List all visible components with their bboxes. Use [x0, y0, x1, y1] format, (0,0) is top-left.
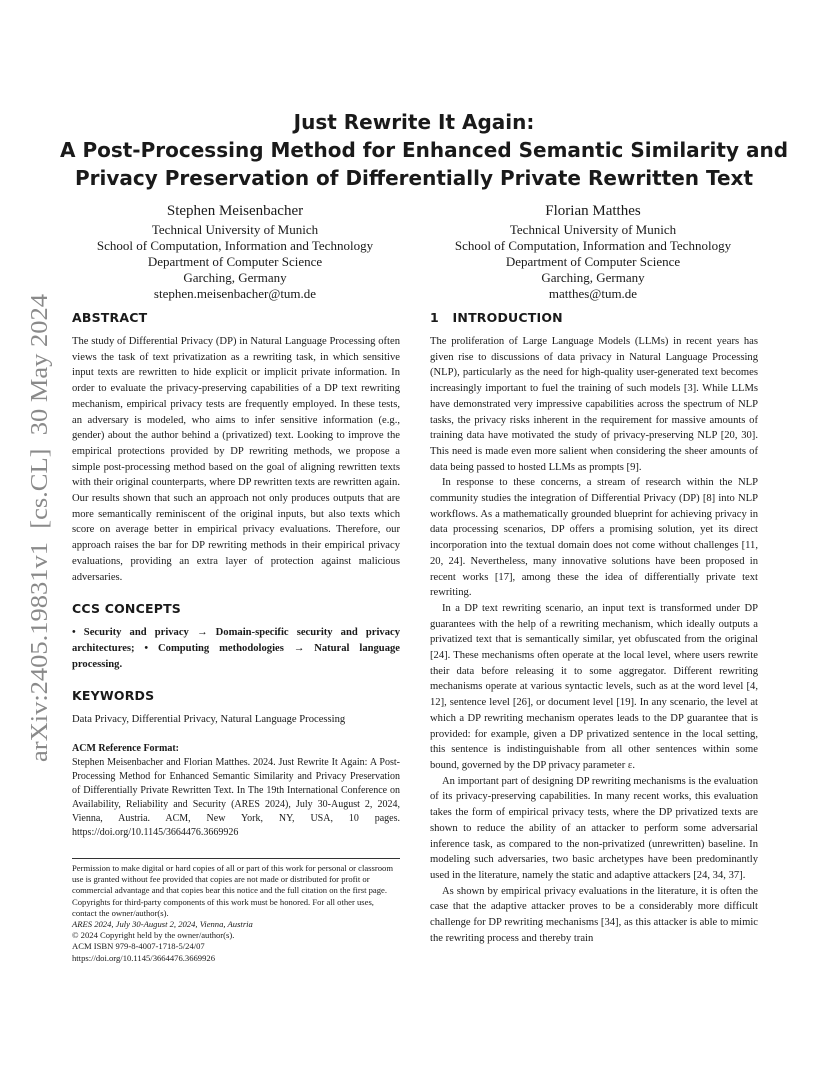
keywords-heading: KEYWORDS [72, 688, 155, 704]
right-column [430, 310, 758, 946]
abstract-text: The study of Differential Privacy (DP) in Natural Language Processing often views the task of text privatization as a rewriting task, in which sensitive input texts are rewritten to hide explicit or implicit private information. In order to evaluate the privacy-preserving capabilities of a DP text rewriting mechanism, empirical privacy tests are frequently employed. In these tests, an adversary is modeled, who aims to infer sensitive information (e.g., gender) about the author behind a (privatized) text. Looking to improve the empirical protections provided by DP rewriting methods, we propose a simple post-processing method based on the goal of aligning rewritten texts with their original counterparts, where DP rewritten texts are rewritten again. Our results shown that such an approach not only produces outputs that are more semantically reminiscent of the original inputs, but also texts which score on average better in empirical privacy evaluations. Therefore, our approach raises the bar for DP rewriting methods in their empirical privacy evaluations, providing an extra layer of protection against malicious adversaries. [72, 336, 400, 583]
abstract-heading: ABSTRACT [72, 310, 148, 325]
arxiv-stamp-text: arXiv:2405.19831v1 [cs.CL] 30 May 2024 [26, 329, 53, 762]
author-affiliation: Department of Computer Science [147, 254, 323, 269]
doi-link[interactable]: https://doi.org/10.1145/3664476.3669926 [72, 952, 215, 963]
author-email: stephen.meisenbacher@tum.de [153, 286, 317, 301]
ccs-heading: CCS CONCEPTS [72, 601, 181, 617]
author-affiliation: Technical University of Munich [509, 222, 677, 237]
author-block-2 [428, 201, 758, 302]
acm-reference-heading: ACM Reference Format: [72, 743, 179, 755]
title-line-2: A Post-Processing Method for Enhanced Semantic Similarity and [60, 138, 789, 162]
left-column [72, 310, 400, 840]
author-affiliation: Department of Computer Science [505, 254, 681, 269]
author-name: Stephen Meisenbacher [166, 203, 304, 219]
intro-paragraph: An important part of designing DP rewriting mechanisms is the evaluation of its privacy-preserving capabilities. In many recent works, this evaluation takes the form of empirical privacy tests, where the DP privatized texts are shown to reduce the ability of an attacker to perform some adversarial inference task, as compared to the non-privatized (unrewritten) baseline. In modeling such adversaries, two basic archetypes have been predominantly used in the literature, namely the static and adaptive attackers [24, 34, 37]. [430, 775, 758, 881]
copyright-line: © 2024 Copyright held by the owner/author(s). [72, 930, 235, 941]
keywords-text: Data Privacy, Differential Privacy, Natural Language Processing [72, 714, 346, 726]
author-affiliation: School of Computation, Information and Technology [96, 238, 374, 253]
arxiv-identifier [20, 292, 56, 762]
conference-line: ARES 2024, July 30-August 2, 2024, Vienna, Austria [72, 919, 253, 930]
copyright-footnote [72, 858, 400, 964]
intro-paragraph: In a DP text rewriting scenario, an input text is transformed under DP guarantees with the help of a rewriting mechanism, which ideally outputs a privatized text that is semantically similar, yet obfuscated from the original [24]. These mechanisms often operate at the local level, where users rewrite their data before releasing it to some aggregator. Different rewriting mechanisms operate at various syntactic levels, such as at the word level [4, 12], sentence level [26], or document level [19]. In any scenario, the level at which a DP rewriting mechanism operates leads to the DP guarantee that is provided: for example, given a DP privatized sentence in the local setting, this sentence is indistinguishable from all other sentences within some bound, governed by the DP privacy parameter ε. [430, 602, 758, 771]
isbn-line: ACM ISBN 979-8-4007-1718-5/24/07 [72, 941, 205, 952]
author-location: Garching, Germany [183, 270, 287, 285]
intro-paragraph: In response to these concerns, a stream of research within the NLP community studies the integration of Differential Privacy (DP) [8] into NLP workflows. As a mathematically grounded blueprint for achieving privacy in data processing scenarios, DP offers a promising solution, yet its direct incorporation into the textual domain does not come without challenges [11, 20, 24]. Nevertheless, many innovative solutions have been proposed in recent works [17], among these the idea of differentially private text rewriting. [430, 477, 758, 599]
introduction-heading: 1 INTRODUCTION [430, 310, 563, 325]
author-affiliation: Technical University of Munich [151, 222, 319, 237]
permission-notice: Permission to make digital or hard copies of all or part of this work for personal or classroom use is granted without fee provided that copies are not made or distributed for profit or commercial advantage and that copies bear this notice and the full citation on the first page. Copyrights for third-party components of this work must be honored. For all other uses, contact the owner/author(s). [72, 863, 393, 918]
author-block-1 [70, 201, 400, 302]
author-affiliation: School of Computation, Information and Technology [454, 238, 732, 253]
title-line-1: Just Rewrite It Again: [293, 110, 535, 134]
ccs-text: • Security and privacy → Domain-specific security and privacy architectures; • Computing methodologies → Natural language processing. [72, 627, 400, 670]
acm-reference-text: Stephen Meisenbacher and Florian Matthes. 2024. Just Rewrite It Again: A Post-Processing Method for Enhanced Semantic Similarity and Privacy Preservation of Differentially Private Rewritten Text. In The 19th International Conference on Availability, Reliability and Security (ARES 2024), July 30-August 2, 2024, Vienna, Austria. ACM, New York, NY, USA, 10 pages. https://doi.org/10.1145/3664476.3669926 [72, 757, 400, 839]
intro-paragraph: The proliferation of Large Language Models (LLMs) in recent years has given rise to discussions of data privacy in Natural Language Processing (NLP), particularly as the need for high-quality user-generated text becomes increasingly important to fuel the training of such models [3]. While LLMs have demonstrated very impressive capabilities across the spectrum of NLP tasks, the privacy risks inherent in the requirement for massive amounts of training data have motivated the study of privacy-preserving NLP [20, 30]. This need is made even more salient when considering the sheer amounts of data being passed to hosted LLMs as prompts [9]. [430, 336, 758, 473]
author-location: Garching, Germany [541, 270, 645, 285]
author-email: matthes@tum.de [548, 286, 638, 301]
intro-paragraph: As shown by empirical privacy evaluations in the literature, it is often the case that the adaptive attacker proves to be a considerably more difficult challenge for DP rewriting mechanisms [34], as this attacker is able to mimic the rewriting process and thereby train [430, 885, 758, 944]
paper-title [60, 108, 789, 192]
author-name: Florian Matthes [545, 203, 641, 219]
title-line-3: Privacy Preservation of Differentially Private Rewritten Text [74, 166, 754, 190]
